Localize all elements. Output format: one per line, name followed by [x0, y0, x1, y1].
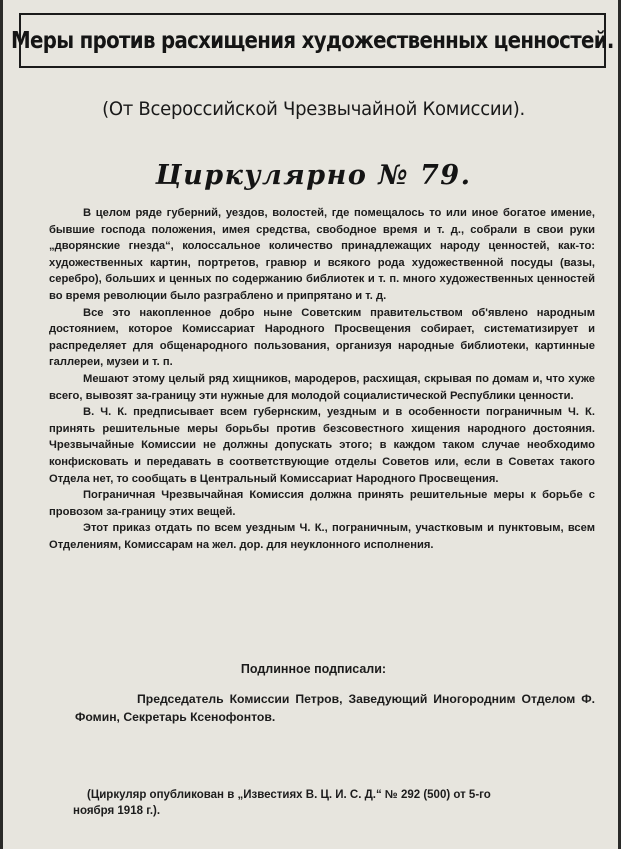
- body-paragraph: Мешают этому целый ряд хищников, мародеров, расхищая, скрывая по домам и, что хуже всего, вывозят за-границу эти нужные для молодой социалистической Республики ценности.: [49, 372, 595, 402]
- document-source: (От Всероссийской Чрезвычайной Комиссии).: [102, 98, 525, 120]
- circular-number: Циркулярно № 79.: [155, 160, 472, 191]
- body-paragraph: Все это накопленное добро ныне Советским правительством об'явлено народным достоянием, которое Комиссариат Народного Просвещения собирает, систематизирует и распределяет для общенародного пользования, организуя народные библиотеки, картинные галлереи, музеи и т. п.: [49, 306, 595, 369]
- signatures-block: [75, 690, 595, 726]
- body-paragraph: В. Ч. К. предписывает всем губернским, уездным и в особенности пограничным Ч. К. принять решительные меры борьбы против безсовестного хищения народного достояния. Чрезвычайные Комиссии не должны допускать этого; в каждом таком случае необходимо конфисковать и передавать в соответствующие отделы Советов или, если в Советах такого Отдела нет, то сообщать в Центральный Комиссариат Народного Просвещения.: [49, 406, 595, 485]
- body-paragraph: В целом ряде губерний, уездов, волостей, где помещалось то или иное богатое имение, бывшие господа положения, имея средства, свободное время и т. д., собрали в свои руки „дворянские гнезда“, колоссальное количество принадлежащих народу ценностей, как-то: художественных картин, портретов, гравюр и всякого рода художественной посуды (вазы, серебро), больших и ценных по содержанию библиотек и т. п. много художественных ценностей во время революции было разграблено и припрятано и т. д.: [49, 207, 595, 302]
- title-frame: [11, 13, 614, 68]
- signatures-text: Председатель Комиссии Петров, Заведующий Иногородним Отделом Ф. Фомин, Секретарь Ксенофонтов.: [75, 692, 595, 724]
- body-paragraph: Пограничная Чрезвычайная Комиссия должна принять решительные меры к борьбе с провозом за-границу этих вещей.: [49, 489, 595, 518]
- document-body: [49, 205, 595, 553]
- body-paragraph: Этот приказ отдать по всем уездным Ч. К., пограничным, участковым и пунктовым, всем Отделениям, Комиссарам на жел. дор. для неуклонного исполнения.: [49, 522, 595, 551]
- signed-label: Подлинное подписали:: [240, 662, 387, 676]
- document-title: Меры против расхищения художественных ценностей.: [11, 27, 614, 54]
- footnote-text: (Циркуляр опубликован в „Известиях В. Ц. И. С. Д.“ № 292 (500) от 5-го ноября 1918 г.).: [73, 789, 491, 817]
- publication-footnote: [73, 787, 533, 819]
